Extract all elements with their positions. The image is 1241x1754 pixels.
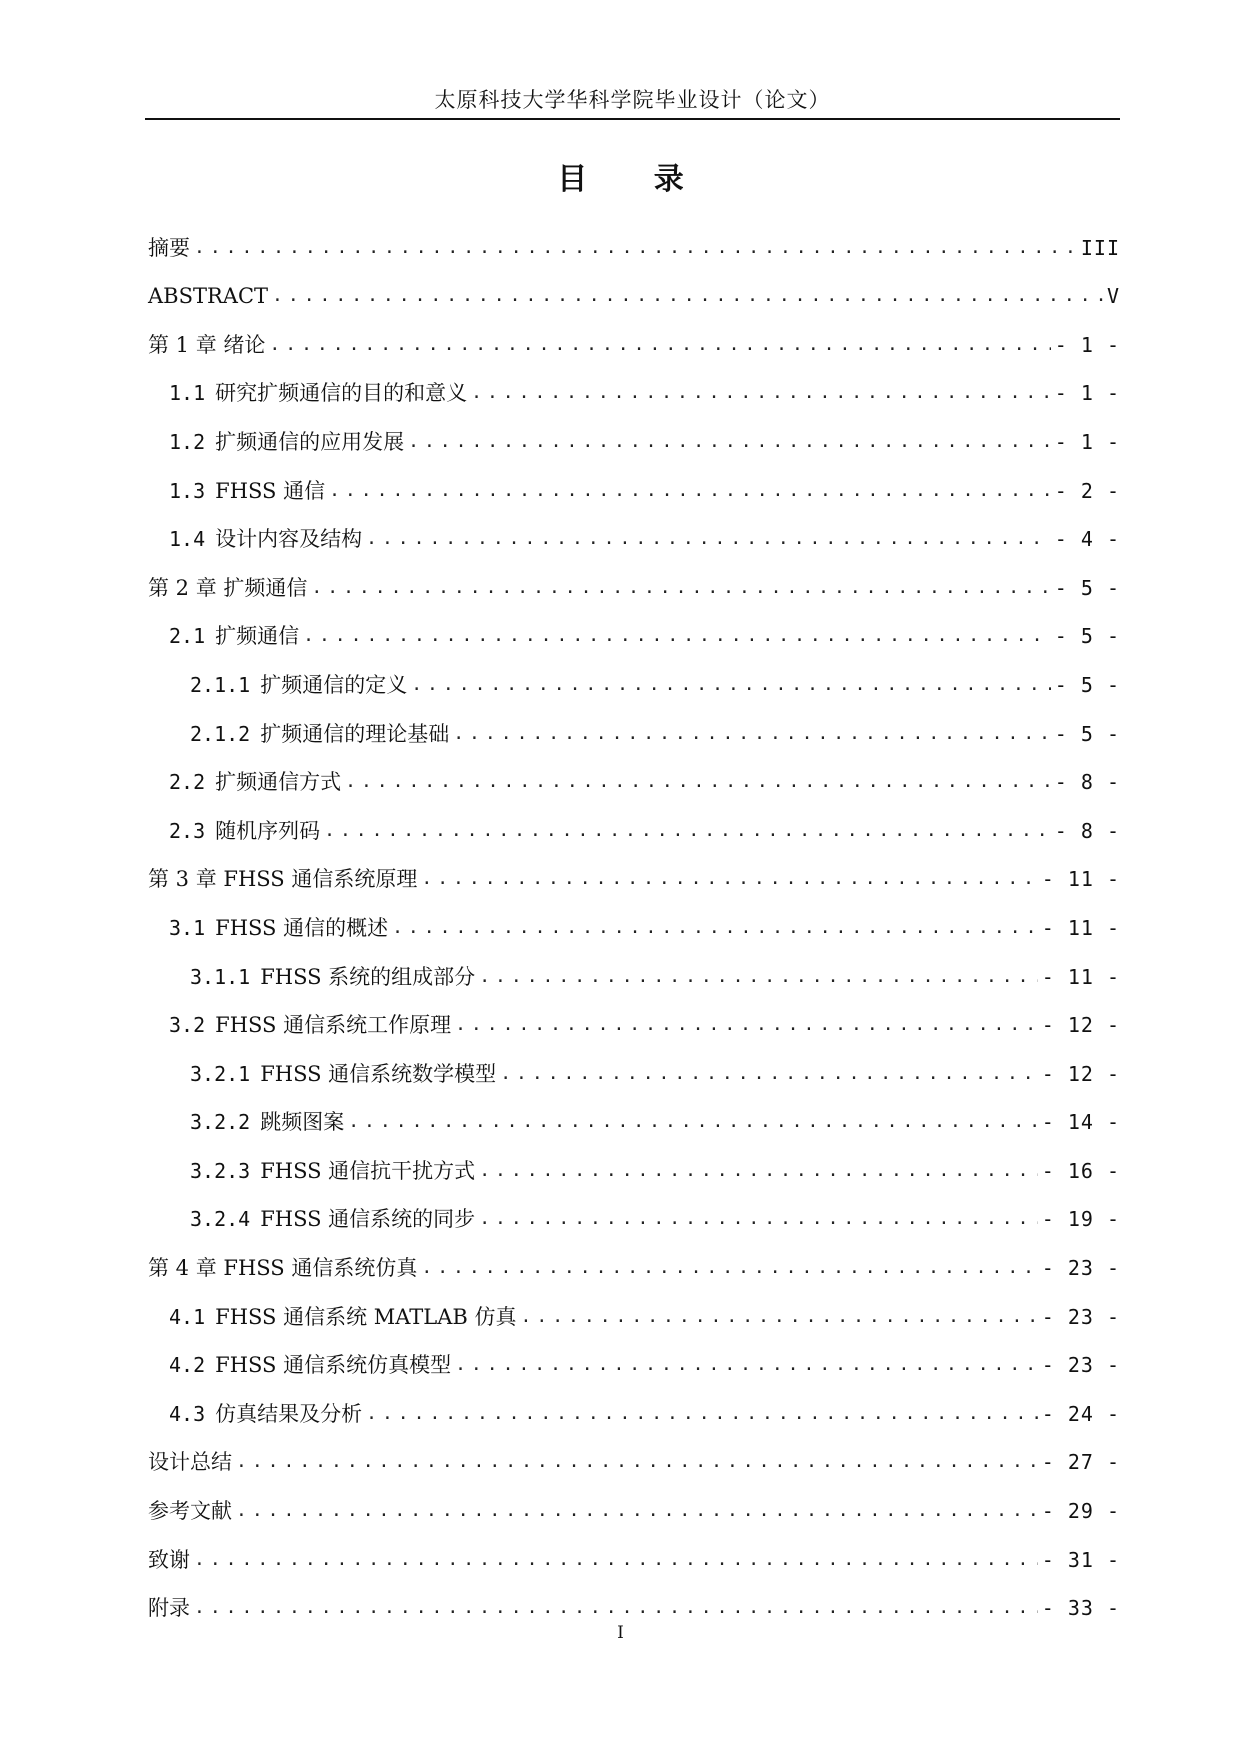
page-number: I bbox=[617, 1623, 624, 1643]
toc-entry-label: 跳频图案 bbox=[260, 1110, 345, 1135]
toc-entry-label: 扩频通信方式 bbox=[215, 770, 342, 795]
toc-entry-page: - 11 - bbox=[1041, 964, 1120, 989]
toc-entry[interactable] bbox=[148, 554, 1120, 603]
toc-dot-leader bbox=[324, 816, 1051, 846]
toc-entry-page: - 23 - bbox=[1041, 1304, 1120, 1329]
toc-entry-page: - 11 - bbox=[1041, 867, 1120, 892]
toc-entry-label: 第 4 章 FHSS 通信系统仿真 bbox=[148, 1256, 418, 1281]
toc-entry[interactable] bbox=[148, 457, 1120, 506]
toc-entry-number: 2.3 bbox=[169, 818, 206, 843]
toc-entry-label: FHSS 通信抗干扰方式 bbox=[260, 1158, 476, 1183]
toc-entry[interactable] bbox=[148, 943, 1120, 992]
toc-dot-leader bbox=[303, 621, 1051, 651]
toc-entry-page: - 2 - bbox=[1054, 478, 1120, 503]
header-divider bbox=[145, 118, 1120, 120]
toc-dot-leader bbox=[411, 670, 1051, 700]
toc-entry-number: 3.2.3 bbox=[190, 1158, 251, 1183]
toc-entry-page: - 1 - bbox=[1054, 381, 1120, 406]
toc-entry-label: 摘要 bbox=[148, 235, 190, 260]
toc-entry-page: III bbox=[1080, 235, 1120, 260]
toc-entry[interactable] bbox=[148, 263, 1120, 312]
toc-entry-page: - 19 - bbox=[1041, 1207, 1120, 1232]
toc-entry-number: 2.2 bbox=[169, 770, 206, 795]
toc-dot-leader bbox=[348, 1107, 1038, 1137]
toc-entry-page: - 5 - bbox=[1054, 575, 1120, 600]
toc-entry[interactable] bbox=[148, 1137, 1120, 1186]
toc-entry[interactable] bbox=[148, 1380, 1120, 1429]
toc-dot-leader bbox=[521, 1302, 1038, 1332]
toc-entry-page: - 5 - bbox=[1054, 672, 1120, 697]
toc-dot-leader bbox=[453, 719, 1051, 749]
toc-entry[interactable] bbox=[148, 1332, 1120, 1381]
table-of-contents bbox=[148, 214, 1120, 1623]
toc-dot-leader bbox=[479, 962, 1038, 992]
toc-entry-label: 扩频通信的理论基础 bbox=[260, 721, 450, 746]
toc-dot-leader bbox=[479, 1156, 1038, 1186]
toc-entry[interactable] bbox=[148, 1234, 1120, 1283]
toc-entry-label: FHSS 通信系统的同步 bbox=[260, 1207, 476, 1232]
toc-entry-label: 仿真结果及分析 bbox=[215, 1401, 363, 1426]
toc-entry-label: 设计内容及结构 bbox=[215, 527, 363, 552]
toc-entry-label: 致谢 bbox=[148, 1547, 190, 1572]
toc-entry-label: 附录 bbox=[148, 1596, 190, 1621]
toc-entry-page: - 29 - bbox=[1041, 1499, 1120, 1524]
toc-entry[interactable] bbox=[148, 1477, 1120, 1526]
toc-entry[interactable] bbox=[148, 311, 1120, 360]
toc-entry[interactable] bbox=[148, 1526, 1120, 1575]
toc-entry-number: 2.1.2 bbox=[190, 721, 251, 746]
toc-entry-number: 3.2 bbox=[169, 1013, 206, 1038]
toc-entry[interactable] bbox=[148, 894, 1120, 943]
toc-entry-label: FHSS 通信 bbox=[215, 478, 326, 503]
toc-entry-page: - 4 - bbox=[1054, 527, 1120, 552]
toc-entry-page: - 8 - bbox=[1054, 770, 1120, 795]
toc-entry-page: - 23 - bbox=[1041, 1353, 1120, 1378]
toc-entry[interactable] bbox=[148, 992, 1120, 1041]
toc-entry[interactable] bbox=[148, 408, 1120, 457]
toc-dot-leader bbox=[479, 1204, 1038, 1234]
toc-entry-label: ABSTRACT bbox=[148, 284, 269, 309]
toc-dot-leader bbox=[471, 378, 1051, 408]
running-header: 太原科技大学华科学院毕业设计（论文） bbox=[434, 88, 831, 112]
toc-entry-page: - 24 - bbox=[1041, 1401, 1120, 1426]
toc-entry-number: 4.3 bbox=[169, 1401, 206, 1426]
toc-entry[interactable] bbox=[148, 651, 1120, 700]
toc-entry-label: 第 3 章 FHSS 通信系统原理 bbox=[148, 867, 418, 892]
toc-entry-number: 4.1 bbox=[169, 1304, 206, 1329]
toc-entry-number: 1.2 bbox=[169, 429, 206, 454]
toc-entry-number: 3.2.1 bbox=[190, 1061, 251, 1086]
toc-dot-leader bbox=[194, 1593, 1038, 1623]
toc-entry-label: FHSS 通信系统数学模型 bbox=[260, 1061, 497, 1086]
toc-entry-page: - 1 - bbox=[1054, 332, 1120, 357]
toc-entry-page: - 31 - bbox=[1041, 1547, 1120, 1572]
toc-entry-number: 3.2.2 bbox=[190, 1110, 251, 1135]
toc-entry-number: 2.1 bbox=[169, 624, 206, 649]
toc-entry[interactable] bbox=[148, 1429, 1120, 1478]
toc-entry[interactable] bbox=[148, 846, 1120, 895]
toc-entry-label: FHSS 通信系统仿真模型 bbox=[215, 1353, 452, 1378]
toc-dot-leader bbox=[272, 281, 1103, 311]
toc-entry-label: 第 1 章 绪论 bbox=[148, 332, 266, 357]
toc-dot-leader bbox=[269, 330, 1050, 360]
toc-dot-leader bbox=[236, 1496, 1038, 1526]
toc-entry-label: 扩频通信的定义 bbox=[260, 672, 408, 697]
toc-dot-leader bbox=[194, 1545, 1038, 1575]
toc-entry-page: - 12 - bbox=[1041, 1013, 1120, 1038]
toc-dot-leader bbox=[366, 1399, 1038, 1429]
toc-entry-label: 扩频通信的应用发展 bbox=[215, 429, 405, 454]
toc-entry-number: 3.2.4 bbox=[190, 1207, 251, 1232]
toc-entry-page: - 16 - bbox=[1041, 1158, 1120, 1183]
toc-heading: 目 录 bbox=[557, 162, 712, 197]
toc-entry-label: 扩频通信 bbox=[215, 624, 300, 649]
toc-entry[interactable] bbox=[148, 749, 1120, 798]
toc-dot-leader bbox=[236, 1447, 1038, 1477]
toc-entry[interactable] bbox=[148, 1186, 1120, 1235]
toc-dot-leader bbox=[392, 913, 1038, 943]
toc-entry-page: - 1 - bbox=[1054, 429, 1120, 454]
toc-entry-page: - 5 - bbox=[1054, 624, 1120, 649]
toc-entry-label: FHSS 系统的组成部分 bbox=[260, 964, 476, 989]
toc-entry[interactable] bbox=[148, 603, 1120, 652]
toc-entry-label: 随机序列码 bbox=[215, 818, 321, 843]
toc-entry-number: 4.2 bbox=[169, 1353, 206, 1378]
toc-dot-leader bbox=[194, 233, 1077, 263]
toc-entry-number: 1.4 bbox=[169, 527, 206, 552]
toc-dot-leader bbox=[421, 1253, 1037, 1283]
toc-entry[interactable] bbox=[148, 506, 1120, 555]
toc-dot-leader bbox=[455, 1350, 1038, 1380]
toc-dot-leader bbox=[366, 524, 1051, 554]
toc-entry-page: - 11 - bbox=[1041, 915, 1120, 940]
toc-entry-label: FHSS 通信系统 MATLAB 仿真 bbox=[215, 1304, 517, 1329]
toc-entry-page: - 27 - bbox=[1041, 1450, 1120, 1475]
toc-entry[interactable] bbox=[148, 1283, 1120, 1332]
toc-entry[interactable] bbox=[148, 214, 1120, 263]
toc-entry-page: - 8 - bbox=[1054, 818, 1120, 843]
toc-entry-label: 研究扩频通信的目的和意义 bbox=[215, 381, 468, 406]
toc-entry-page: - 12 - bbox=[1041, 1061, 1120, 1086]
toc-entry-number: 1.3 bbox=[169, 478, 206, 503]
toc-entry[interactable] bbox=[148, 1040, 1120, 1089]
toc-dot-leader bbox=[345, 767, 1051, 797]
toc-entry-label: FHSS 通信的概述 bbox=[215, 915, 389, 940]
toc-entry-number: 2.1.1 bbox=[190, 672, 251, 697]
toc-entry[interactable] bbox=[148, 1089, 1120, 1138]
toc-entry[interactable] bbox=[148, 1575, 1120, 1624]
toc-dot-leader bbox=[455, 1010, 1038, 1040]
toc-entry[interactable] bbox=[148, 797, 1120, 846]
toc-entry-number: 3.1 bbox=[169, 915, 206, 940]
toc-entry-label: FHSS 通信系统工作原理 bbox=[215, 1013, 452, 1038]
toc-dot-leader bbox=[408, 427, 1051, 457]
toc-entry-label: 设计总结 bbox=[148, 1450, 232, 1475]
toc-entry-number: 1.1 bbox=[169, 381, 206, 406]
toc-dot-leader bbox=[421, 864, 1037, 894]
toc-entry-page: - 5 - bbox=[1054, 721, 1120, 746]
toc-dot-leader bbox=[311, 573, 1050, 603]
toc-entry-page: - 33 - bbox=[1041, 1596, 1120, 1621]
toc-entry-number: 3.1.1 bbox=[190, 964, 251, 989]
toc-entry[interactable] bbox=[148, 700, 1120, 749]
toc-entry-label: 参考文献 bbox=[148, 1499, 232, 1524]
toc-entry-page: - 23 - bbox=[1041, 1256, 1120, 1281]
toc-entry[interactable] bbox=[148, 360, 1120, 409]
toc-dot-leader bbox=[500, 1059, 1038, 1089]
toc-dot-leader bbox=[329, 476, 1051, 506]
toc-entry-page: - 14 - bbox=[1041, 1110, 1120, 1135]
toc-entry-page: V bbox=[1106, 284, 1120, 309]
toc-entry-label: 第 2 章 扩频通信 bbox=[148, 575, 308, 600]
